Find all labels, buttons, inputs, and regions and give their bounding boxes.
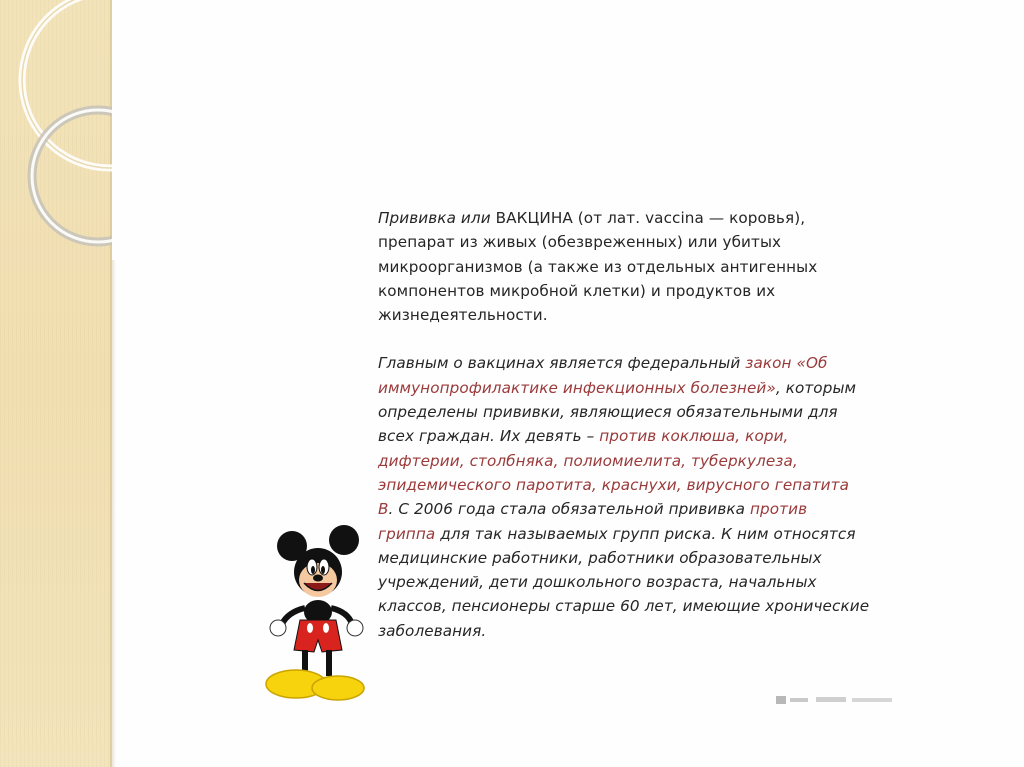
lead-upright: ВАКЦИНА (от лат. vaccina — коровья), [495,209,806,227]
law-line-2b: , которым [775,378,857,397]
paragraph-gap [378,327,898,351]
def-line-5: жизнедеятельности. [378,306,548,325]
law-link-5: дифтерии, столбняка, полиомиелита, туберкулеза, [378,451,798,470]
text-content [378,206,898,643]
lead-italic: Прививка или [378,209,496,227]
footer-watermark-icon [776,692,906,708]
law-line-4a: всех граждан. Их девять – [378,427,600,446]
law-link-7c: против [750,500,808,519]
law-link-1: закон «Об [745,354,828,373]
law-link-4: против коклюша, кори, [599,427,789,446]
def-line-3: микроорганизмов (а также из отдельных антигенных [378,257,818,276]
law-link-2: иммунопрофилактике инфекционных болезней» [378,378,776,397]
law-line-8b: для так называемых групп риска. К ним относятся [435,524,856,543]
ring-circles-decoration-icon [0,0,200,260]
law-line-11: классов, пенсионеры старше 60 лет, имеющие хронические [378,597,870,616]
law-link-8a: гриппа [378,524,436,543]
paragraph-vaccine-definition [378,206,898,327]
def-line-2: препарат из живых (обезвреженных) или убитых [378,233,782,252]
law-line-9: медицинские работники, работники образовательных [378,548,822,567]
law-line-7b: . С 2006 года стала обязательной прививка [388,500,751,519]
law-line-1a: Главным о вакцинах является федеральный [378,354,746,373]
law-link-6: эпидемического паротита, краснухи, вирусного гепатита [378,475,849,494]
law-line-3: определены прививки, являющиеся обязательными для [378,403,838,422]
mickey-mouse-illustration-icon [258,520,370,704]
law-line-10: учреждений, дети дошкольного возраста, начальных [378,573,817,592]
def-line-4: компонентов микробной клетки) и продуктов их [378,281,776,300]
law-line-12: заболевания. [378,621,487,640]
paragraph-federal-law [378,351,898,643]
law-link-7a: В [378,500,389,519]
